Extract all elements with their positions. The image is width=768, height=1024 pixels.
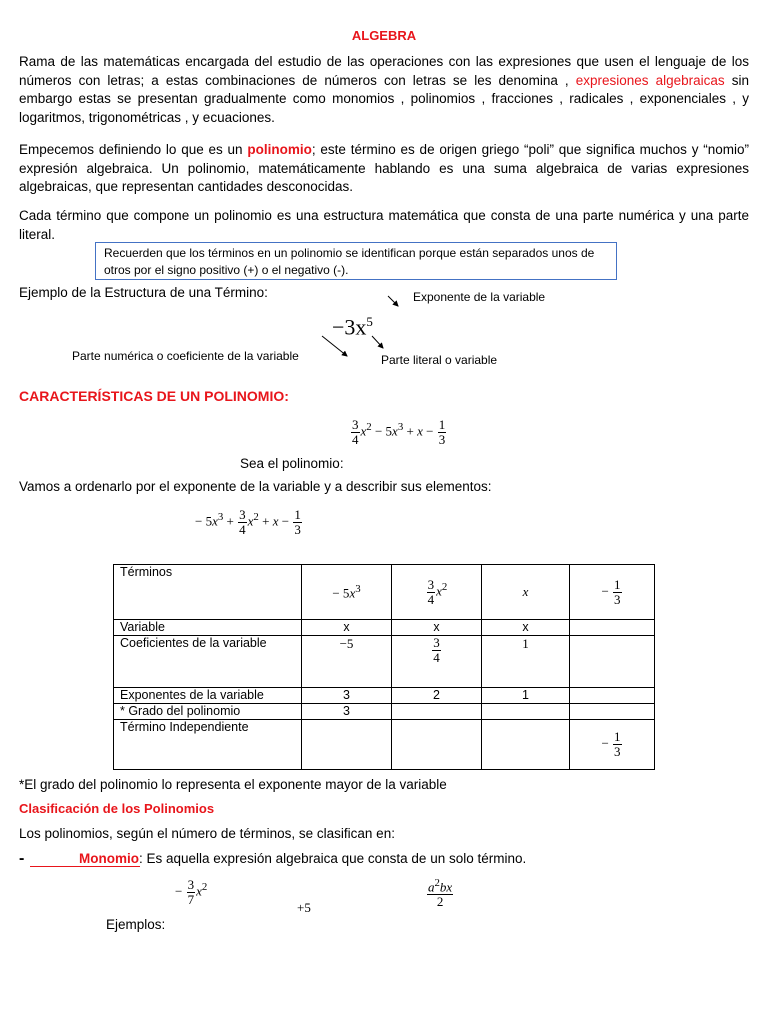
sea-el-polinomio: Sea el polinomio: bbox=[240, 456, 344, 471]
table-cell: x bbox=[482, 565, 570, 620]
paragraph-termino: Cada término que compone un polinomio es una estructura matemática que consta de una parte numérica y una parte literal. bbox=[19, 208, 749, 242]
heading-characteristics: CARACTERÍSTICAS DE UN POLINOMIO: bbox=[19, 388, 289, 404]
table-cell: 2 bbox=[392, 688, 482, 704]
monomio-label: Monomio bbox=[79, 851, 139, 866]
polinomio-highlight: polinomio bbox=[247, 142, 312, 157]
table-cell: x bbox=[302, 620, 392, 636]
page-title: ALGEBRA bbox=[351, 28, 417, 43]
table-cell: $\frac{3}{4}$ bbox=[392, 636, 482, 688]
polynomial-original: $\frac{3}{4}$ $x^2 - 5x^3 + x$ − $\frac{1}{3}$ bbox=[352, 417, 446, 447]
monomio-text: : Es aquella expresión algebraica que consta de un solo término. bbox=[139, 851, 527, 866]
polynomial-ordered: − $5x^3$ + $\frac{3}{4}$ $x^2 + x$ − $\frac{1}{3}$ bbox=[195, 507, 301, 537]
intro-highlight: expresiones algebraicas bbox=[575, 72, 725, 88]
example-monomio-1: − $\frac{3}{7}$ $x^2$ bbox=[175, 877, 208, 907]
example-monomio-2: +5 bbox=[297, 900, 311, 915]
example-monomio-3: $\frac{a^2bx}{2}$ bbox=[428, 877, 453, 910]
table-row bbox=[114, 688, 655, 704]
table-cell: − $\frac{1}{3}$ bbox=[570, 720, 655, 770]
table-cell: Coeficientes de la variable bbox=[114, 636, 302, 688]
table-cell: * Grado del polinomio bbox=[114, 704, 302, 720]
list-dash: - bbox=[19, 850, 25, 867]
table-row bbox=[114, 704, 655, 720]
table-cell: x bbox=[392, 620, 482, 636]
table-cell bbox=[302, 720, 392, 770]
table-cell bbox=[570, 636, 655, 688]
clasificacion-text: Los polinomios, según el número de términos, se clasifican en: bbox=[19, 826, 395, 841]
table-cell: x bbox=[482, 620, 570, 636]
label-literal: Parte literal o variable bbox=[381, 353, 498, 367]
table-cell bbox=[482, 720, 570, 770]
footnote: *El grado del polinomio lo representa el exponente mayor de la variable bbox=[19, 777, 447, 792]
table-row bbox=[114, 636, 655, 688]
table-cell: 1 bbox=[482, 636, 570, 688]
arrow-literal bbox=[372, 336, 383, 348]
intro-text: Rama de las matemáticas encargada del estudio de las operaciones con las expresiones que usen el lenguaje de los números con letras; a estas combinaciones de números con letras se les denomina , bbox=[19, 54, 749, 88]
ejemplos-label: Ejemplos: bbox=[106, 917, 166, 932]
table-cell bbox=[570, 688, 655, 704]
table-row bbox=[114, 720, 655, 770]
table-cell bbox=[392, 720, 482, 770]
example-label: Ejemplo de la Estructura de una Término: bbox=[19, 285, 268, 300]
table-cell bbox=[570, 620, 655, 636]
polynomial-table bbox=[113, 564, 655, 770]
arrows bbox=[0, 0, 768, 400]
term-exponent: 5 bbox=[366, 314, 373, 329]
table-cell bbox=[392, 704, 482, 720]
table-cell bbox=[570, 704, 655, 720]
ordenar-text: Vamos a ordenarlo por el exponente de la variable y a describir sus elementos: bbox=[19, 479, 492, 494]
subheading-clasificacion: Clasificación de los Polinomios bbox=[19, 801, 215, 816]
arrow-coefficient bbox=[322, 336, 347, 356]
table-cell: 3 bbox=[302, 688, 392, 704]
monomio-underline bbox=[30, 866, 140, 867]
polinomio-text: Empecemos definiendo lo que es un bbox=[19, 142, 243, 157]
table-row bbox=[114, 565, 655, 620]
note-box: Recuerden que los términos en un polinomio se identifican porque están separados unos de otros por el signo positivo (+) o el negativo (-). bbox=[95, 242, 617, 280]
monomio-definition bbox=[79, 851, 526, 866]
polinomio-text-end: ; este término es de origen griego “poli” que significa muchos y “nomio” expresión algebraica. Un polinomio, matemáticamente hablando es una suma algebraica de varias expresiones algebraicas, que representan cantidades desconocidas. bbox=[19, 142, 749, 194]
label-coefficient: Parte numérica o coeficiente de la variable bbox=[72, 349, 299, 363]
label-exponent: Exponente de la variable bbox=[413, 290, 546, 304]
table-cell: 3 bbox=[302, 704, 392, 720]
table-cell: Variable bbox=[114, 620, 302, 636]
table-cell: −5 bbox=[302, 636, 392, 688]
table-cell: − $\frac{1}{3}$ bbox=[570, 565, 655, 620]
table-cell: $\frac{3}{4}$ $x^2$ bbox=[392, 565, 482, 620]
arrow-exponent bbox=[388, 296, 398, 306]
term-coefficient: −3x bbox=[332, 314, 367, 340]
table-cell: Término Independiente bbox=[114, 720, 302, 770]
table-cell bbox=[482, 704, 570, 720]
table-cell: − $5x^3$ bbox=[302, 565, 392, 620]
table-row bbox=[114, 620, 655, 636]
table-cell: Términos bbox=[114, 565, 302, 620]
intro-text-end: sin embargo estas se presentan gradualmente como monomios , polinomios , fracciones , radicales , exponenciales , y logaritmos, trigonométricas , y ecuaciones. bbox=[19, 72, 749, 125]
table-cell: Exponentes de la variable bbox=[114, 688, 302, 704]
table-cell: 1 bbox=[482, 688, 570, 704]
